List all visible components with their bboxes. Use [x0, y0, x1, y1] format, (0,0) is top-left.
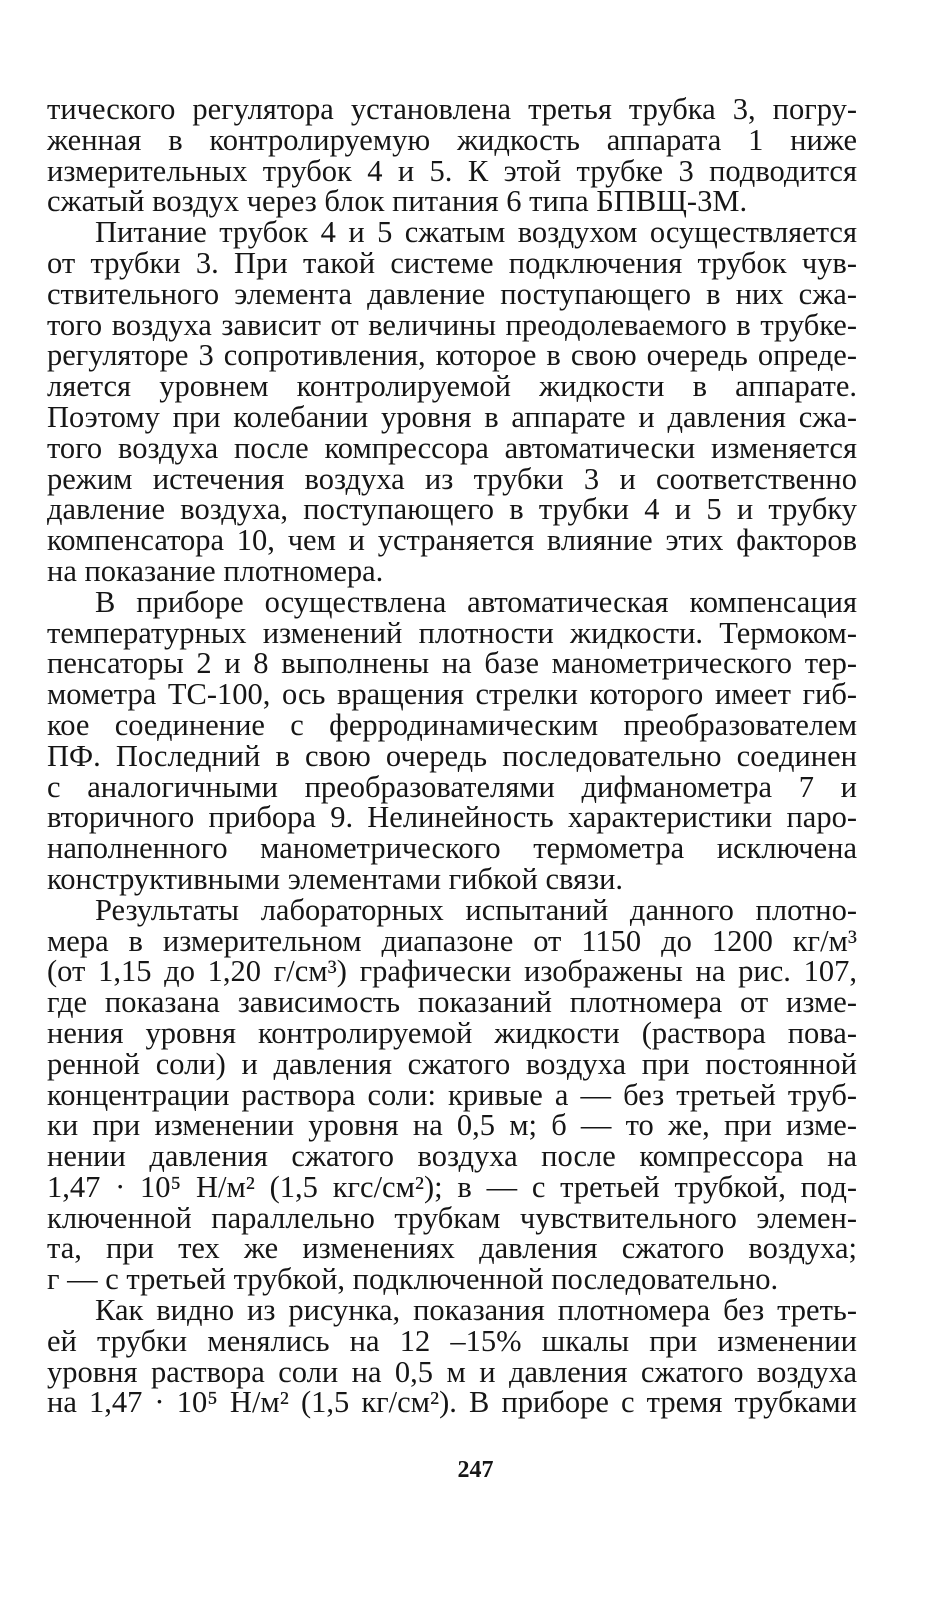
page-body	[47, 94, 857, 1418]
text-line: того воздуха после компрессора автоматически изменяется	[47, 430, 857, 465]
text-line: нении давления сжатого воздуха после компрессора на	[47, 1139, 857, 1174]
text-line: уровня раствора соли на 0,5 м и давления сжатого воздуха	[47, 1354, 857, 1389]
paragraph	[47, 217, 857, 587]
text-line: на 1,47 · 10⁵ Н/м² (1,5 кг/см²). В приборе с тремя трубками	[47, 1385, 857, 1420]
text-line: ключенной параллельно трубкам чувствительного элемен-	[47, 1200, 857, 1235]
text-line: Поэтому при колебании уровня в аппарате и давления сжа-	[47, 399, 857, 434]
text-line: женная в контролируемую жидкость аппарата 1 ниже	[47, 122, 857, 157]
text-line: сжатый воздух через блок питания 6 типа БПВЩ-3М.	[47, 184, 748, 219]
text-line: где показана зависимость показаний плотномера от изме-	[47, 985, 857, 1020]
text-line: ПФ. Последний в свою очередь последовательно соединен	[47, 738, 857, 773]
text-line: (от 1,15 до 1,20 г/см³) графически изображены на рис. 107,	[47, 954, 857, 989]
paragraph	[47, 892, 857, 1297]
text-line: та, при тех же изменениях давления сжатого воздуха;	[47, 1231, 857, 1266]
text-line: ляется уровнем контролируемой жидкости в аппарате.	[47, 369, 857, 404]
text-line: ствительного элемента давление поступающего в них сжа-	[47, 276, 857, 311]
text-line: компенсатора 10, чем и устраняется влияние этих факторов	[47, 523, 857, 558]
paragraph	[47, 584, 857, 896]
text-line: вторичного прибора 9. Нелинейность характеристики паро-	[47, 800, 857, 835]
text-line: концентрации раствора соли: кривые а — без третьей труб-	[47, 1077, 857, 1112]
text-line: наполненного манометрического термометра исключена	[47, 831, 857, 866]
text-line: режим истечения воздуха из трубки 3 и соответственно	[47, 461, 857, 496]
text-line: мометра ТС-100, ось вращения стрелки которого имеет гиб-	[47, 677, 857, 712]
text-line: г — с третьей трубкой, подключенной последовательно.	[47, 1262, 779, 1297]
paragraph	[47, 1295, 857, 1418]
text-line: измерительных трубок 4 и 5. К этой трубке 3 подводится	[47, 153, 857, 188]
text-line: кое соединение с ферродинамическим преобразователем	[47, 707, 857, 742]
text-line: Питание трубок 4 и 5 сжатым воздухом осуществляется	[95, 215, 857, 250]
text-line: ренной соли) и давления сжатого воздуха при постоянной	[47, 1046, 857, 1081]
text-line: с аналогичными преобразователями дифманометра 7 и	[47, 769, 857, 804]
text-line: от трубки 3. При такой системе подключения трубок чув-	[47, 245, 857, 280]
text-line: пенсаторы 2 и 8 выполнены на базе манометрического тер-	[47, 646, 857, 681]
text-line: В приборе осуществлена автоматическая компенсация	[95, 584, 857, 619]
text-line: регуляторе 3 сопротивления, которое в свою очередь опреде-	[47, 338, 857, 373]
text-line: нения уровня контролируемой жидкости (раствора пова-	[47, 1015, 857, 1050]
text-line: давление воздуха, поступающего в трубки 4 и 5 и трубку	[47, 492, 857, 527]
text-line: Как видно из рисунка, показания плотномера без треть-	[95, 1293, 857, 1328]
text-line: Результаты лабораторных испытаний данного плотно-	[95, 892, 857, 927]
text-line: ей трубки менялись на 12 –15% шкалы при изменении	[47, 1323, 857, 1358]
paragraph	[47, 94, 857, 217]
text-line: мера в измерительном диапазоне от 1150 до 1200 кг/м³	[47, 923, 857, 958]
text-line: ки при изменении уровня на 0,5 м; б — то же, при изме-	[47, 1108, 857, 1143]
text-line: на показание плотномера.	[47, 553, 384, 588]
text-line: тического регулятора установлена третья трубка 3, погру-	[47, 92, 857, 126]
text-line: конструктивными элементами гибкой связи.	[47, 861, 624, 896]
page-number: 247	[457, 1457, 494, 1483]
text-line: того воздуха зависит от величины преодолеваемого в трубке-	[47, 307, 857, 342]
text-line: 1,47 · 10⁵ Н/м² (1,5 кгс/см²); в — с третьей трубкой, под-	[47, 1169, 857, 1204]
text-line: температурных изменений плотности жидкости. Термоком-	[47, 615, 857, 650]
